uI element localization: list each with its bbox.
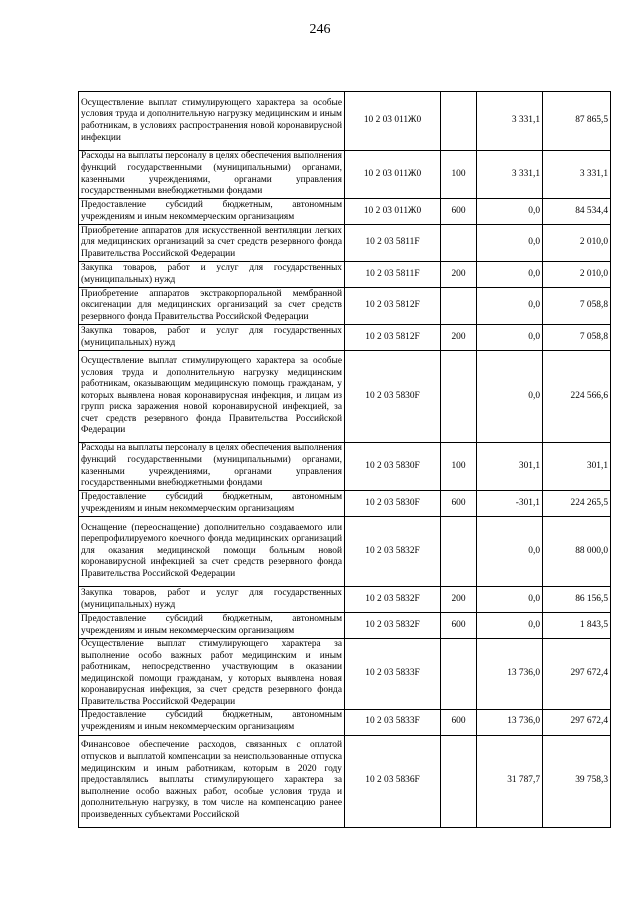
table-row: [79, 735, 611, 827]
table-row: [79, 351, 611, 443]
row-total-amount: 39 758,3: [543, 735, 611, 827]
row-expense-type: [441, 517, 477, 587]
row-expense-type: 600: [441, 613, 477, 639]
row-total-amount: 297 672,4: [543, 639, 611, 710]
row-target-code: 10 2 03 5833F: [345, 639, 441, 710]
table-row: [79, 262, 611, 288]
row-change-amount: 0,0: [477, 351, 543, 443]
row-expense-type: 600: [441, 199, 477, 225]
row-target-code: 10 2 03 5832F: [345, 613, 441, 639]
row-change-amount: 13 736,0: [477, 639, 543, 710]
row-description: Финансовое обеспечение расходов, связанных с оплатой отпусков и выплатой компенсации за неиспользованные отпуска медицинским и иным работникам, которым в 2020 году предоставлялись выплаты стимулирующего характера за выполнение особо важных работ, особые условия труда и дополнительную нагрузку, в том числе на компенсацию ранее произведенных субъектами Российской: [79, 735, 345, 827]
row-total-amount: 84 534,4: [543, 199, 611, 225]
row-description: Закупка товаров, работ и услуг для государственных (муниципальных) нужд: [79, 262, 345, 288]
row-total-amount: 224 265,5: [543, 491, 611, 517]
row-target-code: 10 2 03 011Ж0: [345, 92, 441, 151]
table-row: [79, 709, 611, 735]
row-description: Оснащение (переоснащение) дополнительно создаваемого или перепрофилируемого коечного фонда медицинских организаций для оказания медицинской помощи больным новой коронавирусной инфекцией за счет средств резервного фонда Правительства Российской Федерации: [79, 517, 345, 587]
row-expense-type: 600: [441, 491, 477, 517]
row-expense-type: [441, 92, 477, 151]
row-target-code: 10 2 03 5812F: [345, 325, 441, 351]
row-description: Приобретение аппаратов экстракорпоральной мембранной оксигенации для медицинских организаций за счет средств резервного фонда Правительства Российской Федерации: [79, 288, 345, 325]
row-description: Предоставление субсидий бюджетным, автономным учреждениям и иным некоммерческим организациям: [79, 709, 345, 735]
table-row: [79, 491, 611, 517]
row-change-amount: 0,0: [477, 517, 543, 587]
table-row: [79, 92, 611, 151]
table-row: [79, 151, 611, 199]
table-row: [79, 587, 611, 613]
row-change-amount: 3 331,1: [477, 151, 543, 199]
row-target-code: 10 2 03 5830F: [345, 491, 441, 517]
row-target-code: 10 2 03 5830F: [345, 351, 441, 443]
row-change-amount: 0,0: [477, 288, 543, 325]
row-expense-type: [441, 639, 477, 710]
table-row: [79, 517, 611, 587]
row-total-amount: 7 058,8: [543, 288, 611, 325]
row-total-amount: 301,1: [543, 443, 611, 491]
row-change-amount: 3 331,1: [477, 92, 543, 151]
row-expense-type: [441, 288, 477, 325]
table-row: [79, 325, 611, 351]
table-row: [79, 288, 611, 325]
table-row: [79, 443, 611, 491]
row-target-code: 10 2 03 5836F: [345, 735, 441, 827]
row-target-code: 10 2 03 5811F: [345, 262, 441, 288]
table-row: [79, 199, 611, 225]
row-total-amount: 3 331,1: [543, 151, 611, 199]
row-change-amount: 301,1: [477, 443, 543, 491]
row-target-code: 10 2 03 011Ж0: [345, 151, 441, 199]
row-target-code: 10 2 03 5812F: [345, 288, 441, 325]
row-change-amount: 0,0: [477, 613, 543, 639]
row-total-amount: 2 010,0: [543, 225, 611, 262]
row-expense-type: 200: [441, 325, 477, 351]
row-change-amount: 0,0: [477, 325, 543, 351]
row-total-amount: 2 010,0: [543, 262, 611, 288]
row-total-amount: 297 672,4: [543, 709, 611, 735]
row-target-code: 10 2 03 5833F: [345, 709, 441, 735]
row-description: Закупка товаров, работ и услуг для государственных (муниципальных) нужд: [79, 325, 345, 351]
row-total-amount: 7 058,8: [543, 325, 611, 351]
table-row: [79, 225, 611, 262]
row-expense-type: 200: [441, 587, 477, 613]
row-target-code: 10 2 03 5832F: [345, 517, 441, 587]
row-description: Предоставление субсидий бюджетным, автономным учреждениям и иным некоммерческим организациям: [79, 491, 345, 517]
row-change-amount: 0,0: [477, 262, 543, 288]
row-target-code: 10 2 03 5811F: [345, 225, 441, 262]
row-description: Предоставление субсидий бюджетным, автономным учреждениям и иным некоммерческим организациям: [79, 199, 345, 225]
row-description: Приобретение аппаратов для искусственной вентиляции легких для медицинских организаций за счет средств резервного фонда Правительства Российской Федерации: [79, 225, 345, 262]
row-expense-type: [441, 225, 477, 262]
row-description: Закупка товаров, работ и услуг для государственных (муниципальных) нужд: [79, 587, 345, 613]
budget-table: [78, 91, 611, 828]
row-description: Расходы на выплаты персоналу в целях обеспечения выполнения функций государственными (муниципальными) органами, казенными учреждениями, органами управления государственными внебюджетными фондами: [79, 151, 345, 199]
row-change-amount: -301,1: [477, 491, 543, 517]
row-change-amount: 0,0: [477, 199, 543, 225]
row-total-amount: 1 843,5: [543, 613, 611, 639]
row-target-code: 10 2 03 5830F: [345, 443, 441, 491]
row-change-amount: 13 736,0: [477, 709, 543, 735]
page-number: 246: [309, 22, 331, 37]
row-description: Осуществление выплат стимулирующего характера за особые условия труда и дополнительную нагрузку медицинским и иным работникам, в условиях распространения новой коронавирусной инфекции: [79, 92, 345, 151]
row-expense-type: 600: [441, 709, 477, 735]
row-expense-type: 100: [441, 151, 477, 199]
row-total-amount: 88 000,0: [543, 517, 611, 587]
row-description: Предоставление субсидий бюджетным, автономным учреждениям и иным некоммерческим организациям: [79, 613, 345, 639]
table-row: [79, 613, 611, 639]
row-expense-type: [441, 351, 477, 443]
row-change-amount: 31 787,7: [477, 735, 543, 827]
row-total-amount: 224 566,6: [543, 351, 611, 443]
row-description: Осуществление выплат стимулирующего характера за выполнение особо важных работ медицинским и иным работникам, непосредственно участвующим в оказании медицинской помощи гражданам, у которых выявлена новая коронавирусная инфекция, за счет средств резервного фонда Правительства Российской Федерации: [79, 639, 345, 710]
row-expense-type: 200: [441, 262, 477, 288]
row-description: Осуществление выплат стимулирующего характера за особые условия труда и дополнительную нагрузку медицинским работникам, оказывающим медицинскую помощь гражданам, у которых выявлена новая коронавирусная инфекция, и лицам из групп риска заражения новой коронавирусной инфекцией, за счет средств резервного фонда Правительства Российской Федерации: [79, 351, 345, 443]
row-change-amount: 0,0: [477, 587, 543, 613]
row-total-amount: 86 156,5: [543, 587, 611, 613]
row-change-amount: 0,0: [477, 225, 543, 262]
row-description: Расходы на выплаты персоналу в целях обеспечения выполнения функций государственными (муниципальными) органами, казенными учреждениями, органами управления государственными внебюджетными фондами: [79, 443, 345, 491]
row-expense-type: 100: [441, 443, 477, 491]
row-total-amount: 87 865,5: [543, 92, 611, 151]
table-row: [79, 639, 611, 710]
row-expense-type: [441, 735, 477, 827]
row-target-code: 10 2 03 5832F: [345, 587, 441, 613]
row-target-code: 10 2 03 011Ж0: [345, 199, 441, 225]
